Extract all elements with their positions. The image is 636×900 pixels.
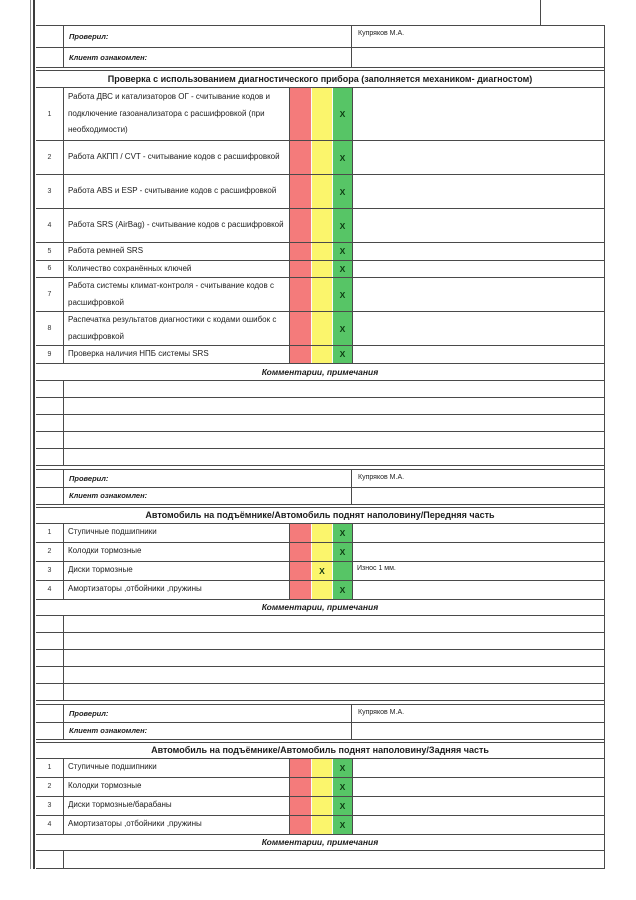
- signature-block: [36, 25, 604, 68]
- status-cell-ok: [332, 243, 353, 260]
- note-cell: [353, 312, 604, 345]
- status-cell-bad: [290, 346, 311, 363]
- checklist-row: [36, 141, 604, 175]
- row-number: 3: [36, 797, 64, 815]
- status-mark: X: [319, 565, 325, 576]
- status-cell-ok: [332, 759, 353, 777]
- note-cell: [353, 175, 604, 208]
- row-number: 6: [36, 261, 64, 278]
- client-value: [352, 488, 604, 504]
- row-number: 2: [36, 778, 64, 796]
- note-cell: Износ 1 мм.: [357, 564, 396, 572]
- row-number: 2: [36, 543, 64, 561]
- row-number-cell-empty: [36, 705, 64, 722]
- checklist-row: [36, 209, 604, 243]
- note-cell: [353, 759, 604, 777]
- status-cell-bad: [290, 312, 311, 345]
- comments-header: Комментарии, примечания: [36, 835, 604, 851]
- status-cell-warn: [311, 278, 332, 311]
- inspector-value: Купряков М.А.: [358, 30, 405, 37]
- comment-row-text-cell: [64, 415, 604, 431]
- section-table: [36, 742, 604, 869]
- item-description: Амортизаторы ,отбойники ,пружины: [64, 581, 290, 599]
- status-cell-ok: [332, 581, 353, 599]
- note-cell: [353, 778, 604, 796]
- status-cell-warn: [311, 243, 332, 260]
- status-cell-warn: [311, 581, 332, 599]
- note-cell: [353, 261, 604, 278]
- status-cell-bad: [290, 759, 311, 777]
- checklist-row: [36, 312, 604, 346]
- inspector-label: Проверил:: [64, 705, 352, 722]
- row-number: 3: [36, 175, 64, 208]
- row-number: 9: [36, 346, 64, 363]
- comment-row-number-cell: [36, 650, 64, 666]
- client-row: [36, 488, 604, 505]
- status-mark: X: [339, 263, 346, 274]
- status-mark: X: [339, 186, 346, 197]
- comment-row-text-cell: [64, 381, 604, 397]
- status-mark: X: [339, 246, 346, 257]
- checklist-row: [36, 543, 604, 562]
- status-cell-ok: [332, 543, 353, 561]
- client-label: Клиент ознакомлен:: [64, 48, 352, 67]
- item-description: Работа ABS и ESP - считывание кодов с расшифровкой: [64, 175, 290, 208]
- status-cell-warn: [311, 346, 332, 363]
- status-cell-bad: [290, 261, 311, 278]
- status-cell-ok: [332, 816, 353, 834]
- status-cell-bad: [290, 88, 311, 140]
- inspector-label: Проверил:: [64, 470, 352, 487]
- section-title: Проверка с использованием диагностического прибора (заполняется механиком- диагностом): [36, 71, 604, 88]
- row-number: 4: [36, 209, 64, 242]
- note-cell: [353, 816, 604, 834]
- status-cell-ok: [332, 524, 353, 542]
- page-left-rule-outer: [30, 0, 31, 869]
- status-mark: X: [339, 819, 346, 830]
- checklist-row: [36, 524, 604, 543]
- checklist-row: [36, 278, 604, 312]
- row-number: 4: [36, 581, 64, 599]
- note-cell: [353, 543, 604, 561]
- status-cell-ok: [332, 141, 353, 174]
- checklist-row: [36, 88, 604, 141]
- status-cell-warn: [311, 261, 332, 278]
- client-row: [36, 723, 604, 740]
- status-cell-ok: [332, 562, 353, 580]
- inspector-row: [36, 705, 604, 723]
- inspector-value: Купряков М.А.: [358, 708, 405, 716]
- comment-row-text-cell: [64, 667, 604, 683]
- note-cell: [353, 278, 604, 311]
- row-number: 1: [36, 759, 64, 777]
- status-cell-warn: [311, 759, 332, 777]
- status-mark: X: [339, 323, 346, 334]
- status-mark: X: [339, 289, 346, 300]
- comment-row-number-cell: [36, 851, 64, 868]
- status-mark: X: [339, 800, 346, 811]
- checklist-row: [36, 346, 604, 364]
- signature-block: [36, 704, 604, 740]
- status-cell-bad: [290, 209, 311, 242]
- row-number: 1: [36, 88, 64, 140]
- status-cell-bad: [290, 524, 311, 542]
- item-description: Проверка наличия НПБ системы SRS: [64, 346, 290, 363]
- comment-row-number-cell: [36, 415, 64, 431]
- section-title: Автомобиль на подъёмнике/Автомобиль поднят наполовину/Передняя часть: [36, 508, 604, 524]
- comment-row: [36, 415, 604, 432]
- comment-row-text-cell: [64, 449, 604, 465]
- client-label: Клиент ознакомлен:: [64, 723, 352, 739]
- comment-row-text-cell: [64, 650, 604, 666]
- table-right-rule: [604, 25, 605, 869]
- checklist-row: [36, 261, 604, 279]
- row-number-cell-empty: [36, 26, 64, 47]
- status-cell-ok: [332, 88, 353, 140]
- comment-row-text-cell: [64, 851, 604, 868]
- item-description: Диски тормозные: [64, 562, 290, 580]
- comment-row: [36, 449, 604, 466]
- status-mark: X: [339, 152, 346, 163]
- row-number: 1: [36, 524, 64, 542]
- item-description: Колодки тормозные: [64, 778, 290, 796]
- status-cell-bad: [290, 278, 311, 311]
- status-cell-warn: [311, 816, 332, 834]
- status-cell-bad: [290, 562, 311, 580]
- status-cell-bad: [290, 816, 311, 834]
- comment-row-number-cell: [36, 667, 64, 683]
- note-cell: [353, 581, 604, 599]
- status-cell-ok: [332, 175, 353, 208]
- status-mark: X: [339, 584, 346, 595]
- note-cell: [353, 346, 604, 363]
- item-description: Количество сохранённых ключей: [64, 261, 290, 278]
- page-left-rule-inner: [33, 0, 35, 869]
- comment-row-text-cell: [64, 616, 604, 632]
- item-description: Работа АКПП / CVT - считывание кодов с расшифровкой: [64, 141, 290, 174]
- comment-row: [36, 650, 604, 667]
- note-cell: [353, 209, 604, 242]
- status-cell-warn: [311, 141, 332, 174]
- status-cell-warn: [311, 88, 332, 140]
- comment-row-number-cell: [36, 432, 64, 448]
- item-description: Колодки тормозные: [64, 543, 290, 561]
- comment-row-text-cell: [64, 633, 604, 649]
- status-cell-ok: [332, 778, 353, 796]
- item-description: Амортизаторы ,отбойники ,пружины: [64, 816, 290, 834]
- client-value: [352, 48, 604, 67]
- status-mark: X: [339, 762, 346, 773]
- item-description: Ступичные подшипники: [64, 524, 290, 542]
- status-cell-ok: [332, 797, 353, 815]
- document-table: [36, 25, 604, 869]
- status-cell-warn: [311, 778, 332, 796]
- comment-row: [36, 398, 604, 415]
- item-description: Работа SRS (AirBag) - считывание кодов с расшифровкой: [64, 209, 290, 242]
- status-cell-warn: [311, 797, 332, 815]
- item-description: Диски тормозные/барабаны: [64, 797, 290, 815]
- signature-block: [36, 469, 604, 505]
- row-number: 3: [36, 562, 64, 580]
- checklist-row: [36, 175, 604, 209]
- checklist-row: [36, 562, 604, 581]
- status-cell-bad: [290, 141, 311, 174]
- status-mark: X: [339, 781, 346, 792]
- status-cell-bad: [290, 778, 311, 796]
- item-description: Работа ДВС и катализаторов ОГ - считывание кодов и подключение газоанализатора с расшифровкой (при необходимости): [64, 88, 290, 140]
- inspector-row: [36, 470, 604, 488]
- row-number: 2: [36, 141, 64, 174]
- status-cell-warn: [311, 543, 332, 561]
- inspector-row: [36, 26, 604, 48]
- comments-header: Комментарии, примечания: [36, 600, 604, 616]
- comment-row: [36, 432, 604, 449]
- comment-row-number-cell: [36, 633, 64, 649]
- status-cell-bad: [290, 243, 311, 260]
- comment-row-number-cell: [36, 616, 64, 632]
- note-cell: [353, 797, 604, 815]
- note-cell: [353, 524, 604, 542]
- row-number: 5: [36, 243, 64, 260]
- status-mark: X: [339, 546, 346, 557]
- status-cell-bad: [290, 797, 311, 815]
- top-column-stub: [540, 0, 541, 25]
- section-title: Автомобиль на подъёмнике/Автомобиль поднят наполовину/Задняя часть: [36, 743, 604, 759]
- comment-row-number-cell: [36, 398, 64, 414]
- checklist-row: [36, 778, 604, 797]
- status-cell-warn: [311, 524, 332, 542]
- item-description: Распечатка результатов диагностики с кодами ошибок с расшифровкой: [64, 312, 290, 345]
- checklist-row: [36, 581, 604, 600]
- comment-row-text-cell: [64, 432, 604, 448]
- row-number-cell-empty: [36, 470, 64, 487]
- comment-row: [36, 616, 604, 633]
- comments-header: Комментарии, примечания: [36, 364, 604, 381]
- comment-row: [36, 684, 604, 701]
- row-number-cell-empty: [36, 48, 64, 67]
- note-cell: [353, 88, 604, 140]
- status-mark: X: [339, 527, 346, 538]
- client-value: [352, 723, 604, 739]
- status-cell-ok: [332, 346, 353, 363]
- comment-row-text-cell: [64, 398, 604, 414]
- item-description: Ступичные подшипники: [64, 759, 290, 777]
- row-number: 8: [36, 312, 64, 345]
- status-mark: X: [339, 220, 346, 231]
- status-cell-ok: [332, 209, 353, 242]
- item-description: Работа системы климат-контроля - считывание кодов с расшифровкой: [64, 278, 290, 311]
- comment-row-number-cell: [36, 684, 64, 700]
- status-cell-warn: [311, 209, 332, 242]
- status-cell-warn: [311, 312, 332, 345]
- row-number: 4: [36, 816, 64, 834]
- row-number-cell-empty: [36, 723, 64, 739]
- client-label: Клиент ознакомлен:: [64, 488, 352, 504]
- status-cell-warn: [311, 562, 332, 580]
- item-description: Работа ремней SRS: [64, 243, 290, 260]
- checklist-row: [36, 797, 604, 816]
- note-cell: [353, 141, 604, 174]
- comment-row: [36, 633, 604, 650]
- row-number: 7: [36, 278, 64, 311]
- section-table: [36, 70, 604, 466]
- status-cell-bad: [290, 175, 311, 208]
- comment-row: [36, 851, 604, 869]
- client-row: [36, 48, 604, 68]
- status-cell-ok: [332, 312, 353, 345]
- status-mark: X: [339, 349, 346, 360]
- status-mark: X: [339, 109, 346, 119]
- comment-row: [36, 667, 604, 684]
- checklist-row: [36, 243, 604, 261]
- status-cell-ok: [332, 278, 353, 311]
- comment-row-text-cell: [64, 684, 604, 700]
- comment-row-number-cell: [36, 449, 64, 465]
- checklist-row: [36, 816, 604, 835]
- note-cell: [353, 243, 604, 260]
- section-table: [36, 507, 604, 701]
- comment-row-number-cell: [36, 381, 64, 397]
- checklist-row: [36, 759, 604, 778]
- comment-row: [36, 381, 604, 398]
- inspector-value: Купряков М.А.: [358, 473, 405, 481]
- row-number-cell-empty: [36, 488, 64, 504]
- status-cell-bad: [290, 543, 311, 561]
- inspector-label: Проверил:: [64, 26, 352, 47]
- status-cell-warn: [311, 175, 332, 208]
- status-cell-bad: [290, 581, 311, 599]
- status-cell-ok: [332, 261, 353, 278]
